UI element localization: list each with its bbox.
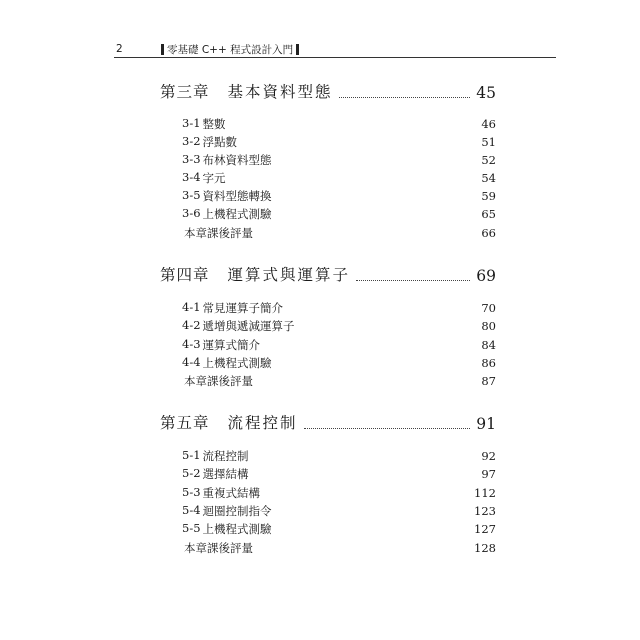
section-title: 選擇結構 <box>202 467 249 481</box>
section-title: 遞增與遞減運算子 <box>202 319 295 333</box>
section-number: 5-2 <box>182 466 201 480</box>
section-number: 4-3 <box>182 337 201 351</box>
section-page: 80 <box>481 319 496 333</box>
title-bar-right <box>296 44 299 55</box>
section-page: 127 <box>474 522 496 536</box>
section-page: 54 <box>481 171 496 185</box>
section-page: 92 <box>481 449 496 463</box>
section-page: 112 <box>474 486 496 500</box>
section-number: 3-6 <box>182 206 201 220</box>
toc-section[interactable] <box>182 225 496 241</box>
section-title: 資料型態轉換 <box>202 189 272 203</box>
toc-section[interactable] <box>182 540 496 556</box>
chapter-page: 91 <box>476 415 496 433</box>
chapter-title: 流程控制 <box>227 414 298 432</box>
section-number: 5-4 <box>182 503 201 517</box>
section-title: 本章課後評量 <box>184 374 253 388</box>
section-title: 整數 <box>202 117 226 131</box>
section-page: 65 <box>481 207 496 221</box>
dot-leader <box>356 280 470 281</box>
section-page: 52 <box>481 153 496 167</box>
toc-section[interactable] <box>182 448 496 464</box>
section-title: 本章課後評量 <box>184 226 253 240</box>
toc-section[interactable] <box>182 485 496 501</box>
dot-leader <box>304 428 471 429</box>
section-page: 128 <box>474 541 496 555</box>
section-title: 運算式簡介 <box>202 338 261 352</box>
section-title: 上機程式測驗 <box>202 356 272 370</box>
dot-leader <box>339 97 471 98</box>
title-bar-left <box>161 44 164 55</box>
toc-section[interactable] <box>182 116 496 132</box>
section-title: 上機程式測驗 <box>202 522 272 536</box>
book-title-text: 零基礎 C++ 程式設計入門 <box>167 44 294 56</box>
toc-section[interactable] <box>182 521 496 537</box>
section-title: 布林資料型態 <box>202 153 272 167</box>
toc-chapter-5[interactable] <box>160 413 496 433</box>
chapter-label: 第五章 <box>160 414 210 432</box>
section-title: 常見運算子簡介 <box>202 301 284 315</box>
section-page: 66 <box>481 226 496 240</box>
section-number: 5-3 <box>182 485 201 499</box>
section-page: 84 <box>481 338 496 352</box>
toc-section[interactable] <box>182 503 496 519</box>
toc-chapter-4[interactable] <box>160 265 496 285</box>
section-number: 4-2 <box>182 318 201 332</box>
section-page: 51 <box>481 135 496 149</box>
section-number: 4-1 <box>182 300 201 314</box>
section-title: 上機程式測驗 <box>202 207 272 221</box>
section-number: 3-1 <box>182 116 201 130</box>
running-header <box>114 41 556 58</box>
section-number: 3-2 <box>182 134 201 148</box>
section-page: 87 <box>481 374 496 388</box>
toc-chapter-3[interactable] <box>160 82 496 102</box>
toc-section[interactable] <box>182 152 496 168</box>
section-number: 4-4 <box>182 355 201 369</box>
section-page: 70 <box>481 301 496 315</box>
chapter-title: 基本資料型態 <box>227 83 333 101</box>
chapter-title: 運算式與運算子 <box>227 266 351 284</box>
toc-section[interactable] <box>182 355 496 371</box>
chapter-page: 45 <box>476 84 496 102</box>
toc-section[interactable] <box>182 300 496 316</box>
page-number: 2 <box>116 43 123 55</box>
section-page: 123 <box>474 504 496 518</box>
toc-section[interactable] <box>182 170 496 186</box>
section-number: 5-1 <box>182 448 201 462</box>
chapter-page: 69 <box>476 267 496 285</box>
toc-section[interactable] <box>182 373 496 389</box>
section-page: 59 <box>481 189 496 203</box>
section-title: 重複式結構 <box>202 486 261 500</box>
toc-section[interactable] <box>182 318 496 334</box>
toc-section[interactable] <box>182 466 496 482</box>
chapter-label: 第四章 <box>160 266 210 284</box>
section-page: 86 <box>481 356 496 370</box>
section-page: 46 <box>481 117 496 131</box>
toc-section[interactable] <box>182 188 496 204</box>
section-number: 3-4 <box>182 170 201 184</box>
section-title: 迴圈控制指令 <box>202 504 272 518</box>
section-number: 3-3 <box>182 152 201 166</box>
toc-section[interactable] <box>182 337 496 353</box>
section-number: 5-5 <box>182 521 201 535</box>
toc-section[interactable] <box>182 134 496 150</box>
section-title: 流程控制 <box>202 449 249 463</box>
book-title <box>161 42 299 57</box>
section-title: 浮點數 <box>202 135 238 149</box>
chapter-label: 第三章 <box>160 83 210 101</box>
section-title: 本章課後評量 <box>184 541 253 555</box>
toc-section[interactable] <box>182 206 496 222</box>
section-page: 97 <box>481 467 496 481</box>
section-title: 字元 <box>202 171 226 185</box>
section-number: 3-5 <box>182 188 201 202</box>
